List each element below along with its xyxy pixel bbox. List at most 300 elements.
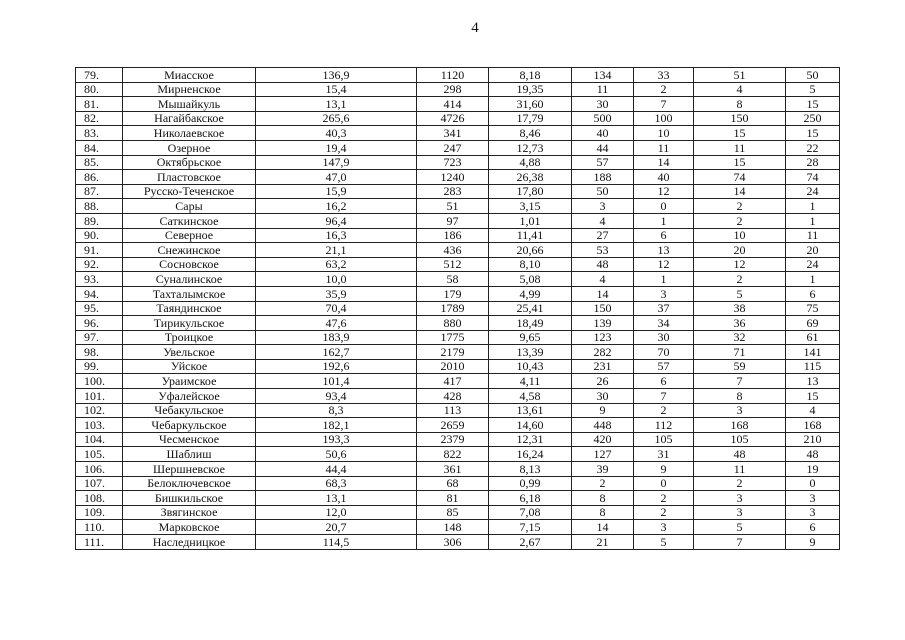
density-cell: 25,41 xyxy=(489,301,572,316)
table-row xyxy=(76,199,840,214)
row-number-cell: 100. xyxy=(76,374,123,389)
col-7-cell: 150 xyxy=(694,111,786,126)
col-6-cell: 34 xyxy=(634,316,694,331)
col-6-cell: 6 xyxy=(634,374,694,389)
population-cell: 822 xyxy=(417,447,489,462)
municipality-name-cell: Мышайкуль xyxy=(123,97,256,112)
col-5-cell: 231 xyxy=(572,359,634,374)
population-cell: 113 xyxy=(417,403,489,418)
col-6-cell: 33 xyxy=(634,68,694,83)
density-cell: 11,41 xyxy=(489,228,572,243)
municipality-name-cell: Русско-Теченское xyxy=(123,184,256,199)
table-row xyxy=(76,330,840,345)
population-cell: 414 xyxy=(417,97,489,112)
col-8-cell: 50 xyxy=(786,68,840,83)
municipality-name-cell: Северное xyxy=(123,228,256,243)
col-5-cell: 50 xyxy=(572,184,634,199)
col-6-cell: 2 xyxy=(634,491,694,506)
area-cell: 16,2 xyxy=(256,199,417,214)
col-7-cell: 5 xyxy=(694,520,786,535)
col-6-cell: 11 xyxy=(634,140,694,155)
area-cell: 47,0 xyxy=(256,170,417,185)
table-row xyxy=(76,97,840,112)
col-8-cell: 22 xyxy=(786,140,840,155)
municipality-name-cell: Марковское xyxy=(123,520,256,535)
density-cell: 7,08 xyxy=(489,505,572,520)
col-7-cell: 38 xyxy=(694,301,786,316)
col-6-cell: 57 xyxy=(634,359,694,374)
col-8-cell: 6 xyxy=(786,286,840,301)
density-cell: 5,08 xyxy=(489,272,572,287)
col-7-cell: 5 xyxy=(694,286,786,301)
col-6-cell: 37 xyxy=(634,301,694,316)
col-5-cell: 2 xyxy=(572,476,634,491)
table-row xyxy=(76,68,840,83)
table-row xyxy=(76,301,840,316)
col-6-cell: 70 xyxy=(634,345,694,360)
municipality-name-cell: Октябрьское xyxy=(123,155,256,170)
col-6-cell: 112 xyxy=(634,418,694,433)
col-7-cell: 15 xyxy=(694,126,786,141)
municipality-name-cell: Озерное xyxy=(123,140,256,155)
area-cell: 15,9 xyxy=(256,184,417,199)
population-cell: 4726 xyxy=(417,111,489,126)
area-cell: 13,1 xyxy=(256,491,417,506)
col-5-cell: 27 xyxy=(572,228,634,243)
population-cell: 1240 xyxy=(417,170,489,185)
population-cell: 417 xyxy=(417,374,489,389)
table-row xyxy=(76,228,840,243)
row-number-cell: 93. xyxy=(76,272,123,287)
population-cell: 58 xyxy=(417,272,489,287)
area-cell: 19,4 xyxy=(256,140,417,155)
col-6-cell: 40 xyxy=(634,170,694,185)
col-5-cell: 4 xyxy=(572,213,634,228)
density-cell: 17,80 xyxy=(489,184,572,199)
col-5-cell: 139 xyxy=(572,316,634,331)
area-cell: 101,4 xyxy=(256,374,417,389)
table-row xyxy=(76,374,840,389)
col-8-cell: 19 xyxy=(786,462,840,477)
density-cell: 2,67 xyxy=(489,535,572,550)
row-number-cell: 89. xyxy=(76,213,123,228)
col-7-cell: 15 xyxy=(694,155,786,170)
area-cell: 265,6 xyxy=(256,111,417,126)
density-cell: 1,01 xyxy=(489,213,572,228)
density-cell: 8,10 xyxy=(489,257,572,272)
col-6-cell: 3 xyxy=(634,286,694,301)
col-5-cell: 39 xyxy=(572,462,634,477)
col-6-cell: 2 xyxy=(634,82,694,97)
col-5-cell: 150 xyxy=(572,301,634,316)
area-cell: 68,3 xyxy=(256,476,417,491)
row-number-cell: 82. xyxy=(76,111,123,126)
row-number-cell: 111. xyxy=(76,535,123,550)
municipality-name-cell: Белоключевское xyxy=(123,476,256,491)
col-7-cell: 8 xyxy=(694,97,786,112)
page-number: 4 xyxy=(471,20,479,36)
col-8-cell: 210 xyxy=(786,432,840,447)
row-number-cell: 105. xyxy=(76,447,123,462)
density-cell: 8,46 xyxy=(489,126,572,141)
area-cell: 70,4 xyxy=(256,301,417,316)
col-7-cell: 11 xyxy=(694,140,786,155)
col-7-cell: 7 xyxy=(694,374,786,389)
table-row xyxy=(76,345,840,360)
col-5-cell: 14 xyxy=(572,286,634,301)
col-7-cell: 74 xyxy=(694,170,786,185)
density-cell: 18,49 xyxy=(489,316,572,331)
col-6-cell: 3 xyxy=(634,520,694,535)
population-cell: 428 xyxy=(417,389,489,404)
row-number-cell: 80. xyxy=(76,82,123,97)
table-row xyxy=(76,213,840,228)
municipality-name-cell: Чебаркульское xyxy=(123,418,256,433)
col-7-cell: 59 xyxy=(694,359,786,374)
col-7-cell: 3 xyxy=(694,403,786,418)
municipality-name-cell: Троицкое xyxy=(123,330,256,345)
col-8-cell: 5 xyxy=(786,82,840,97)
col-7-cell: 48 xyxy=(694,447,786,462)
col-6-cell: 10 xyxy=(634,126,694,141)
col-6-cell: 2 xyxy=(634,403,694,418)
municipality-name-cell: Сары xyxy=(123,199,256,214)
area-cell: 96,4 xyxy=(256,213,417,228)
col-7-cell: 3 xyxy=(694,491,786,506)
col-8-cell: 20 xyxy=(786,243,840,258)
table-body xyxy=(76,68,840,550)
col-8-cell: 115 xyxy=(786,359,840,374)
col-6-cell: 13 xyxy=(634,243,694,258)
population-cell: 186 xyxy=(417,228,489,243)
col-8-cell: 74 xyxy=(786,170,840,185)
row-number-cell: 98. xyxy=(76,345,123,360)
col-6-cell: 5 xyxy=(634,535,694,550)
population-cell: 2659 xyxy=(417,418,489,433)
col-6-cell: 31 xyxy=(634,447,694,462)
col-5-cell: 282 xyxy=(572,345,634,360)
col-8-cell: 3 xyxy=(786,505,840,520)
table-row xyxy=(76,418,840,433)
col-7-cell: 7 xyxy=(694,535,786,550)
table-row xyxy=(76,476,840,491)
area-cell: 162,7 xyxy=(256,345,417,360)
col-5-cell: 188 xyxy=(572,170,634,185)
table-row xyxy=(76,272,840,287)
population-cell: 2010 xyxy=(417,359,489,374)
area-cell: 16,3 xyxy=(256,228,417,243)
population-cell: 298 xyxy=(417,82,489,97)
col-8-cell: 28 xyxy=(786,155,840,170)
row-number-cell: 85. xyxy=(76,155,123,170)
col-8-cell: 13 xyxy=(786,374,840,389)
population-cell: 306 xyxy=(417,535,489,550)
area-cell: 63,2 xyxy=(256,257,417,272)
municipality-name-cell: Николаевское xyxy=(123,126,256,141)
density-cell: 16,24 xyxy=(489,447,572,462)
col-8-cell: 15 xyxy=(786,97,840,112)
col-7-cell: 2 xyxy=(694,272,786,287)
col-8-cell: 1 xyxy=(786,213,840,228)
col-7-cell: 2 xyxy=(694,213,786,228)
municipality-name-cell: Миасское xyxy=(123,68,256,83)
municipality-name-cell: Тахталымское xyxy=(123,286,256,301)
row-number-cell: 107. xyxy=(76,476,123,491)
col-5-cell: 127 xyxy=(572,447,634,462)
density-cell: 7,15 xyxy=(489,520,572,535)
row-number-cell: 99. xyxy=(76,359,123,374)
table-row xyxy=(76,505,840,520)
row-number-cell: 97. xyxy=(76,330,123,345)
col-8-cell: 4 xyxy=(786,403,840,418)
table-row xyxy=(76,316,840,331)
col-5-cell: 48 xyxy=(572,257,634,272)
row-number-cell: 91. xyxy=(76,243,123,258)
table-row xyxy=(76,155,840,170)
density-cell: 12,73 xyxy=(489,140,572,155)
table-row xyxy=(76,535,840,550)
col-5-cell: 57 xyxy=(572,155,634,170)
row-number-cell: 110. xyxy=(76,520,123,535)
col-7-cell: 2 xyxy=(694,476,786,491)
col-7-cell: 168 xyxy=(694,418,786,433)
col-6-cell: 105 xyxy=(634,432,694,447)
population-cell: 97 xyxy=(417,213,489,228)
table-row xyxy=(76,462,840,477)
density-cell: 31,60 xyxy=(489,97,572,112)
row-number-cell: 102. xyxy=(76,403,123,418)
col-8-cell: 0 xyxy=(786,476,840,491)
col-6-cell: 2 xyxy=(634,505,694,520)
area-cell: 147,9 xyxy=(256,155,417,170)
density-cell: 0,99 xyxy=(489,476,572,491)
col-5-cell: 30 xyxy=(572,389,634,404)
municipality-name-cell: Мирненское xyxy=(123,82,256,97)
table-row xyxy=(76,359,840,374)
col-6-cell: 12 xyxy=(634,257,694,272)
col-6-cell: 6 xyxy=(634,228,694,243)
col-5-cell: 8 xyxy=(572,491,634,506)
col-7-cell: 14 xyxy=(694,184,786,199)
area-cell: 12,0 xyxy=(256,505,417,520)
table-row xyxy=(76,286,840,301)
population-cell: 1120 xyxy=(417,68,489,83)
area-cell: 183,9 xyxy=(256,330,417,345)
table-row xyxy=(76,126,840,141)
municipality-name-cell: Увельское xyxy=(123,345,256,360)
col-8-cell: 9 xyxy=(786,535,840,550)
municipality-name-cell: Звягинское xyxy=(123,505,256,520)
municipality-name-cell: Саткинское xyxy=(123,213,256,228)
col-8-cell: 3 xyxy=(786,491,840,506)
density-cell: 12,31 xyxy=(489,432,572,447)
row-number-cell: 84. xyxy=(76,140,123,155)
area-cell: 10,0 xyxy=(256,272,417,287)
col-8-cell: 11 xyxy=(786,228,840,243)
municipality-name-cell: Шершневское xyxy=(123,462,256,477)
col-5-cell: 448 xyxy=(572,418,634,433)
population-cell: 880 xyxy=(417,316,489,331)
row-number-cell: 87. xyxy=(76,184,123,199)
col-6-cell: 7 xyxy=(634,389,694,404)
col-6-cell: 30 xyxy=(634,330,694,345)
density-cell: 4,11 xyxy=(489,374,572,389)
row-number-cell: 81. xyxy=(76,97,123,112)
row-number-cell: 79. xyxy=(76,68,123,83)
col-6-cell: 0 xyxy=(634,476,694,491)
col-5-cell: 4 xyxy=(572,272,634,287)
row-number-cell: 96. xyxy=(76,316,123,331)
area-cell: 8,3 xyxy=(256,403,417,418)
area-cell: 21,1 xyxy=(256,243,417,258)
municipality-name-cell: Уфалейское xyxy=(123,389,256,404)
table-row xyxy=(76,432,840,447)
municipality-name-cell: Суналинское xyxy=(123,272,256,287)
row-number-cell: 95. xyxy=(76,301,123,316)
population-cell: 361 xyxy=(417,462,489,477)
col-6-cell: 7 xyxy=(634,97,694,112)
col-8-cell: 48 xyxy=(786,447,840,462)
area-cell: 47,6 xyxy=(256,316,417,331)
col-8-cell: 1 xyxy=(786,199,840,214)
col-6-cell: 1 xyxy=(634,213,694,228)
col-7-cell: 10 xyxy=(694,228,786,243)
col-8-cell: 69 xyxy=(786,316,840,331)
col-5-cell: 420 xyxy=(572,432,634,447)
col-6-cell: 1 xyxy=(634,272,694,287)
area-cell: 192,6 xyxy=(256,359,417,374)
col-7-cell: 20 xyxy=(694,243,786,258)
density-cell: 26,38 xyxy=(489,170,572,185)
municipality-name-cell: Нагайбакское xyxy=(123,111,256,126)
area-cell: 44,4 xyxy=(256,462,417,477)
municipality-name-cell: Ураимское xyxy=(123,374,256,389)
col-7-cell: 2 xyxy=(694,199,786,214)
row-number-cell: 83. xyxy=(76,126,123,141)
col-5-cell: 44 xyxy=(572,140,634,155)
density-cell: 4,99 xyxy=(489,286,572,301)
col-8-cell: 250 xyxy=(786,111,840,126)
density-cell: 13,61 xyxy=(489,403,572,418)
col-7-cell: 105 xyxy=(694,432,786,447)
table-row xyxy=(76,140,840,155)
area-cell: 193,3 xyxy=(256,432,417,447)
density-cell: 4,58 xyxy=(489,389,572,404)
municipality-name-cell: Снежинское xyxy=(123,243,256,258)
col-5-cell: 123 xyxy=(572,330,634,345)
population-cell: 81 xyxy=(417,491,489,506)
density-cell: 20,66 xyxy=(489,243,572,258)
col-8-cell: 1 xyxy=(786,272,840,287)
col-6-cell: 9 xyxy=(634,462,694,477)
col-5-cell: 134 xyxy=(572,68,634,83)
density-cell: 13,39 xyxy=(489,345,572,360)
row-number-cell: 92. xyxy=(76,257,123,272)
row-number-cell: 104. xyxy=(76,432,123,447)
col-7-cell: 3 xyxy=(694,505,786,520)
population-cell: 723 xyxy=(417,155,489,170)
row-number-cell: 88. xyxy=(76,199,123,214)
table-row xyxy=(76,491,840,506)
row-number-cell: 90. xyxy=(76,228,123,243)
row-number-cell: 106. xyxy=(76,462,123,477)
col-7-cell: 11 xyxy=(694,462,786,477)
area-cell: 15,4 xyxy=(256,82,417,97)
col-6-cell: 0 xyxy=(634,199,694,214)
col-8-cell: 6 xyxy=(786,520,840,535)
col-5-cell: 26 xyxy=(572,374,634,389)
area-cell: 182,1 xyxy=(256,418,417,433)
col-5-cell: 53 xyxy=(572,243,634,258)
col-5-cell: 500 xyxy=(572,111,634,126)
table-row xyxy=(76,403,840,418)
col-6-cell: 12 xyxy=(634,184,694,199)
area-cell: 13,1 xyxy=(256,97,417,112)
area-cell: 114,5 xyxy=(256,535,417,550)
municipality-name-cell: Таяндинское xyxy=(123,301,256,316)
density-cell: 19,35 xyxy=(489,82,572,97)
density-cell: 17,79 xyxy=(489,111,572,126)
municipality-name-cell: Шаблиш xyxy=(123,447,256,462)
table-row xyxy=(76,82,840,97)
col-5-cell: 30 xyxy=(572,97,634,112)
population-cell: 51 xyxy=(417,199,489,214)
table-row xyxy=(76,447,840,462)
row-number-cell: 86. xyxy=(76,170,123,185)
col-8-cell: 24 xyxy=(786,184,840,199)
area-cell: 136,9 xyxy=(256,68,417,83)
col-8-cell: 141 xyxy=(786,345,840,360)
density-cell: 10,43 xyxy=(489,359,572,374)
col-5-cell: 8 xyxy=(572,505,634,520)
municipality-name-cell: Бишкильское xyxy=(123,491,256,506)
row-number-cell: 109. xyxy=(76,505,123,520)
col-7-cell: 51 xyxy=(694,68,786,83)
col-5-cell: 14 xyxy=(572,520,634,535)
density-cell: 6,18 xyxy=(489,491,572,506)
row-number-cell: 108. xyxy=(76,491,123,506)
municipality-name-cell: Чесменское xyxy=(123,432,256,447)
col-8-cell: 61 xyxy=(786,330,840,345)
col-5-cell: 3 xyxy=(572,199,634,214)
col-7-cell: 71 xyxy=(694,345,786,360)
population-cell: 341 xyxy=(417,126,489,141)
table-row xyxy=(76,184,840,199)
table-row xyxy=(76,111,840,126)
density-cell: 9,65 xyxy=(489,330,572,345)
population-cell: 247 xyxy=(417,140,489,155)
col-5-cell: 11 xyxy=(572,82,634,97)
density-cell: 8,18 xyxy=(489,68,572,83)
population-cell: 283 xyxy=(417,184,489,199)
col-5-cell: 21 xyxy=(572,535,634,550)
population-cell: 68 xyxy=(417,476,489,491)
municipality-name-cell: Уйское xyxy=(123,359,256,374)
population-cell: 1775 xyxy=(417,330,489,345)
col-7-cell: 8 xyxy=(694,389,786,404)
population-cell: 148 xyxy=(417,520,489,535)
population-cell: 85 xyxy=(417,505,489,520)
col-7-cell: 32 xyxy=(694,330,786,345)
col-7-cell: 4 xyxy=(694,82,786,97)
col-7-cell: 12 xyxy=(694,257,786,272)
col-6-cell: 100 xyxy=(634,111,694,126)
table-row xyxy=(76,243,840,258)
area-cell: 93,4 xyxy=(256,389,417,404)
municipality-name-cell: Наследницкое xyxy=(123,535,256,550)
table-row xyxy=(76,257,840,272)
row-number-cell: 101. xyxy=(76,389,123,404)
